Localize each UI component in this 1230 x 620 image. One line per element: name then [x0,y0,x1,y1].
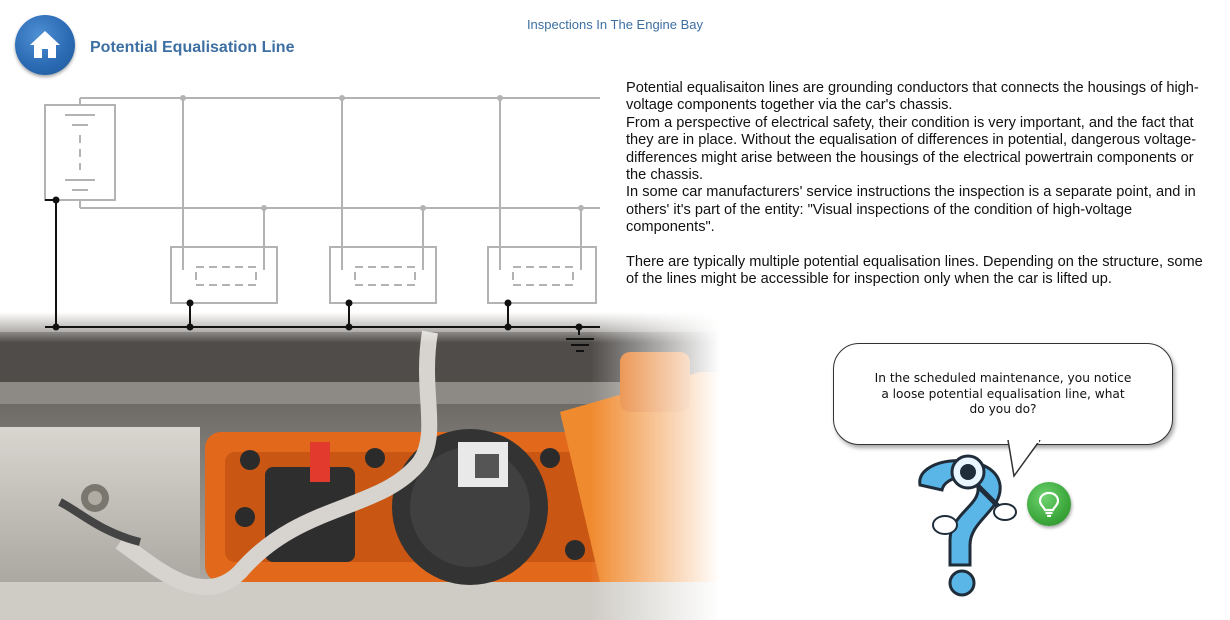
equalisation-diagram [0,80,610,335]
page-title: Potential Equalisation Line [90,39,295,56]
hint-button[interactable] [1027,482,1071,526]
bubble-tail [1000,440,1050,480]
ground-symbol-icon [560,335,600,355]
description-paragraph: From a perspective of electrical safety, their condition is very important, and the fact that they are in place. Without the equalisation of differences in potential, dangerous voltage-differences might arise between the housings of the electrical powertrain components or the chassis. [626,114,1197,184]
home-icon [28,28,62,60]
description-paragraph: Potential equalisaiton lines are grounding conductors that connects the housings of high-voltage components together via the car's chassis. [626,80,1199,114]
home-button[interactable] [15,15,75,75]
description-paragraph: In some car manufacturers' service instructions the inspection is a separate point, and in others' it's part of the entity: "Visual inspections of the condition of high-voltage components". [626,184,1196,236]
module-title: Inspections In The Engine Bay [526,17,704,32]
description-paragraph: There are typically multiple potential equalisation lines. Depending on the structure, some of the lines might be accessible for inspection only when the car is lifted up. [626,254,1203,288]
lightbulb-icon [1039,491,1059,517]
engine-bay-photo [0,312,720,620]
question-text: In the scheduled maintenance, you notice a loose potential equalisation line, what do you do? [874,371,1132,416]
description-text [626,80,1206,289]
question-bubble [833,343,1173,445]
